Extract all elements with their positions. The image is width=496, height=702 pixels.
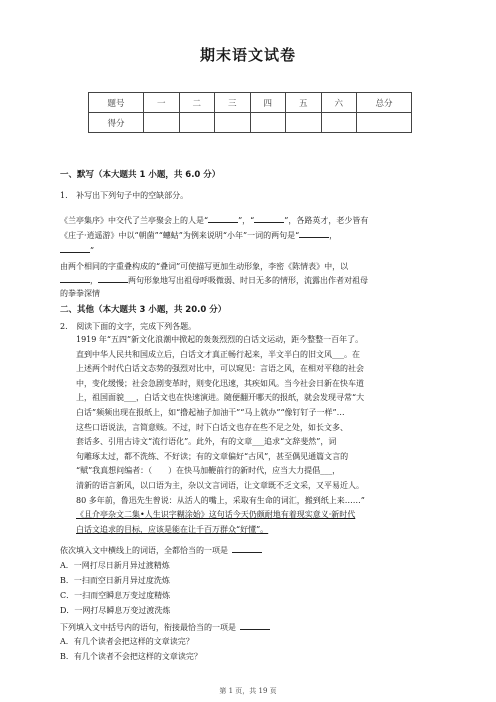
section-heading: 一、默写（本大题共 1 小题，共 6.0 分） [60, 170, 221, 180]
answer-blank[interactable] [60, 274, 90, 283]
score-header-cell: 五 [286, 93, 322, 113]
score-cell [144, 113, 180, 133]
score-table-header-row [89, 93, 412, 113]
line-text: 《兰亭集序》中交代了兰亭聚会上的人是“ [60, 216, 209, 225]
line-text: ， [329, 231, 338, 240]
score-header-cell: 题号 [89, 93, 144, 113]
fill-line [60, 244, 94, 257]
question-number: 1. [60, 191, 68, 200]
passage-line-underlined: 《且介亭杂文二集•人生识字糊涂始》这句话今天仍颇耐地有着现实意义·新时代 [76, 510, 356, 520]
passage-line: 上述两个时代白话文态势的强烈对比中，可以窥见：言语之风，在相对平稳的社会 [76, 364, 364, 374]
reading-passage [76, 333, 436, 537]
question-1 [60, 190, 188, 201]
line-text: 由两个相同的字重叠构成的“叠词”可使描写更加生动形象，李密《陈情表》中，以 [60, 262, 349, 271]
fill-line [60, 274, 368, 287]
question-text: 阅读下面的文字，完成下列各题。 [76, 322, 197, 331]
section-heading: 二、其他（本大题共 3 小题，共 20.0 分） [60, 305, 227, 315]
fill-line [60, 288, 100, 300]
score-cell [321, 113, 357, 133]
score-header-cell: 四 [250, 93, 286, 113]
question-text: 补写出下列句子中的空缺部分。 [76, 191, 189, 200]
line-text: ”，各路英才，老少皆有 [284, 216, 369, 225]
score-header-cell: 二 [179, 93, 215, 113]
answer-blank[interactable] [98, 274, 128, 283]
answer-blank[interactable] [299, 229, 329, 238]
score-table-score-row [89, 113, 412, 133]
passage-line: 清新的语言新风，以口语为主，杂以文言词语，让文章既不乏文采，又平易近人。 [76, 480, 364, 490]
passage-line: 1919 年“五四”新文化浪潮中掀起的轰轰烈烈的白话文运动，距今整整一百年了。 [76, 335, 364, 344]
score-cell [250, 113, 286, 133]
sub-question-prompt: 下列填入文中括号内的语句，衔接最恰当的一项是 [60, 621, 270, 634]
answer-blank[interactable] [60, 244, 90, 253]
page-footer: 第 1 页，共 19 页 [219, 687, 277, 695]
option-b[interactable]: B．一扫而空日新月异过度洗炼 [60, 576, 170, 585]
line-text: ， [90, 276, 98, 285]
page-title: 期末语文试卷 [199, 46, 296, 64]
option-b[interactable]: B．有几个读者不会把这样的文章读完？ [60, 652, 202, 661]
option-d[interactable]: D．一网打尽瞬息万变过渡洗炼 [60, 606, 171, 615]
line-text: ” [90, 246, 95, 255]
passage-line: 句雕琢太过，都不洗练、不好读；有的文章偏好“古风”，甚至偶见通篇文言的 [76, 451, 349, 461]
passage-line-underlined: 白话文追求的目标，应该是能在让千百万群众“好懂”。 [76, 524, 269, 534]
passage-line: 套话多、引用古诗文“流行语化”。此外，有的文章___追求“文辞斐然”，词 [76, 437, 337, 447]
fill-line [60, 214, 368, 227]
answer-blank[interactable] [232, 544, 262, 553]
sub-question-prompt: 依次填入文中横线上的词语，全都恰当的一项是 [60, 544, 262, 557]
score-header-cell: 总分 [357, 93, 412, 113]
question-number: 2. [60, 322, 68, 331]
line-text: 的拳拳深情 [60, 289, 100, 298]
score-cell [215, 113, 251, 133]
score-table [88, 92, 412, 133]
line-text: 《庄子·逍遥游》中以“朝菌”“蟪蛄”为例来说明“小年”一词的两句是“ [60, 231, 300, 240]
passage-line: 直到中华人民共和国成立后，白话文才真正畅行起来，半文半白的旧文风___。在 [76, 349, 360, 359]
fill-line [60, 229, 337, 242]
line-text: ”，“ [238, 216, 255, 225]
score-row-label: 得分 [89, 113, 144, 133]
score-cell [179, 113, 215, 133]
option-c[interactable]: C．一扫而空瞬息万变过度精炼 [60, 591, 171, 600]
score-header-cell: 一 [144, 93, 180, 113]
passage-line: 中，变化缓慢；社会急剧变革时，则变化迅速，其疾如风。当今社会日新在快车道 [76, 378, 364, 388]
fill-line [60, 261, 348, 273]
option-a[interactable]: A．有几个读者会把这样的文章读完？ [60, 637, 194, 646]
question-2 [60, 321, 196, 332]
score-cell [286, 113, 322, 133]
score-header-cell: 三 [215, 93, 251, 113]
answer-blank[interactable] [240, 621, 270, 630]
score-header-cell: 六 [321, 93, 357, 113]
score-cell [357, 113, 412, 133]
answer-blank[interactable] [254, 214, 284, 223]
line-text: 两句形象地写出祖母呼吸微弱、时日无多的情形，流露出作者对祖母 [128, 276, 368, 285]
passage-line: 这些口语说法，言简意赅。不过，时下白话文也存在些不足之处，如长文多、 [76, 422, 348, 432]
passage-line: 白话”频频出现在报纸上，如“撸起袖子加油干”“马上就办”“像钉钉子一样”… [76, 407, 345, 417]
passage-line: 上，祖国面貌___，白话文也在快速演进。随便翻开哪天的报纸，就会发现寻常“大 [76, 393, 365, 403]
answer-blank[interactable] [208, 214, 238, 223]
option-a[interactable]: A．一网打尽日新月异过渡精炼 [60, 561, 170, 570]
passage-line: 80 多年前，鲁迅先生曾说：从活人的嘴上，采取有生命的词汇，搬到纸上来……” [76, 495, 365, 505]
passage-line: “赋”我真想问编者：（ ）在快马加鞭前行的新时代，应当大力提倡___， [76, 466, 341, 476]
